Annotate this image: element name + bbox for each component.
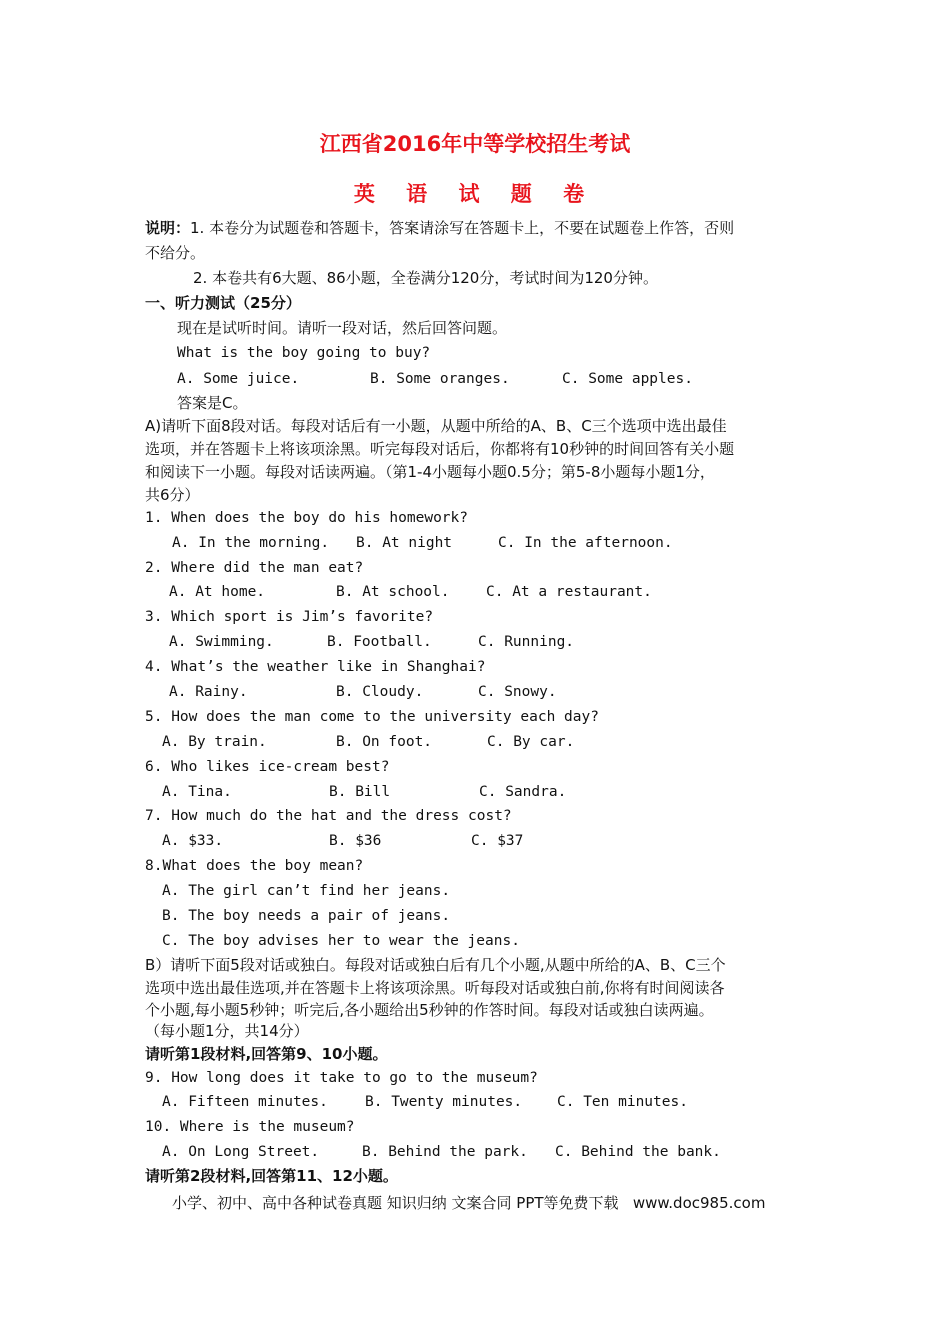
q2-option-b: B. At school. [336, 584, 450, 600]
q10-option-c: C. Behind the bank. [555, 1144, 721, 1160]
notes-line-1 [145, 219, 734, 237]
q3-option-b: B. Football. [327, 634, 432, 650]
question-2: 2. Where did the man eat? [145, 560, 364, 576]
sample-option-b: B. Some oranges. [370, 371, 510, 387]
material-2-heading: 请听第2段材料,回答第11、12小题。 [145, 1167, 398, 1185]
notes-line-2: 2. 本卷共有6大题、86小题，全卷满分120分，考试时间为120分钟。 [193, 269, 658, 287]
q4-option-a: A. Rainy. [169, 684, 248, 700]
question-9: 9. How long does it take to go to the museum? [145, 1070, 538, 1086]
q3-option-c: C. Running. [478, 634, 575, 650]
partB-instruction-2: 选项中选出最佳选项,并在答题卡上将该项涂黑。听每段对话或独白前,你将有时间阅读各 [145, 979, 725, 997]
sample-question: What is the boy going to buy? [177, 345, 431, 361]
question-4: 4. What’s the weather like in Shanghai? [145, 659, 486, 675]
sample-option-a: A. Some juice. [177, 371, 300, 387]
q3-option-a: A. Swimming. [169, 634, 274, 650]
notes-line-1b: 不给分。 [145, 244, 206, 262]
page-footer: 小学、初中、高中各种试卷真题 知识归纳 文案合同 PPT等免费下载 www.doc985.com [172, 1194, 766, 1212]
partB-instruction-4: （每小题1分，共14分） [145, 1022, 309, 1040]
partA-instruction-4: 共6分） [145, 486, 200, 504]
sample-answer: 答案是C。 [177, 394, 248, 412]
question-3: 3. Which sport is Jim’s favorite? [145, 609, 434, 625]
sample-intro: 现在是试听时间。请听一段对话，然后回答问题。 [177, 319, 508, 337]
partA-instruction-1: A)请听下面8段对话。每段对话后有一小题，从题中所给的A、B、C三个选项中选出最佳 [145, 417, 727, 435]
question-10: 10. Where is the museum? [145, 1119, 355, 1135]
q10-option-b: B. Behind the park. [362, 1144, 528, 1160]
q5-option-c: C. By car. [487, 734, 575, 750]
q1-option-b: B. At night [356, 535, 453, 551]
exam-title: 江西省2016年中等学校招生考试 [319, 132, 631, 156]
notes-label: 说明： [145, 219, 191, 237]
partA-instruction-2: 选项，并在答题卡上将该项涂黑。听完每段对话后，你都将有10秒钟的时间回答有关小题 [145, 440, 735, 458]
q1-option-c: C. In the afternoon. [498, 535, 673, 551]
q8-option-c: C. The boy advises her to wear the jeans. [162, 933, 520, 949]
q9-option-c: C. Ten minutes. [557, 1094, 688, 1110]
partB-instruction-1: B）请听下面5段对话或独白。每段对话或独白后有几个小题,从题中所给的A、B、C三个 [145, 956, 726, 974]
q10-option-a: A. On Long Street. [162, 1144, 320, 1160]
q5-option-b: B. On foot. [336, 734, 433, 750]
q9-option-b: B. Twenty minutes. [365, 1094, 523, 1110]
q4-option-b: B. Cloudy. [336, 684, 424, 700]
section-heading: 一、听力测试（25分） [145, 294, 301, 312]
material-1-heading: 请听第1段材料,回答第9、10小题。 [145, 1045, 388, 1063]
q2-option-a: A. At home. [169, 584, 266, 600]
q6-option-c: C. Sandra. [479, 784, 567, 800]
q2-option-c: C. At a restaurant. [486, 584, 652, 600]
q8-option-a: A. The girl can’t find her jeans. [162, 883, 451, 899]
q4-option-c: C. Snowy. [478, 684, 557, 700]
partA-instruction-3: 和阅读下一小题。每段对话读两遍。（第1-4小题每小题0.5分；第5-8小题每小题1分， [145, 463, 715, 481]
q7-option-a: A. $33. [162, 833, 224, 849]
notes-text-1a: 1. 本卷分为试题卷和答题卡，答案请涂写在答题卡上，不要在试题卷上作答，否则 [190, 219, 735, 237]
q1-option-a: A. In the morning. [172, 535, 330, 551]
question-1: 1. When does the boy do his homework? [145, 510, 469, 526]
question-6: 6. Who likes ice-cream best? [145, 759, 390, 775]
q6-option-a: A. Tina. [162, 784, 232, 800]
q6-option-b: B. Bill [329, 784, 391, 800]
q7-option-c: C. $37 [471, 833, 524, 849]
q8-option-b: B. The boy needs a pair of jeans. [162, 908, 451, 924]
question-5: 5. How does the man come to the university each day? [145, 709, 599, 725]
sample-option-c: C. Some apples. [562, 371, 693, 387]
q5-option-a: A. By train. [162, 734, 267, 750]
q7-option-b: B. $36 [329, 833, 382, 849]
q9-option-a: A. Fifteen minutes. [162, 1094, 328, 1110]
question-8: 8.What does the boy mean? [145, 858, 364, 874]
partB-instruction-3: 个小题,每小题5秒钟；听完后,各小题给出5秒钟的作答时间。每段对话或独白读两遍。 [145, 1001, 714, 1019]
question-7: 7. How much do the hat and the dress cost? [145, 808, 512, 824]
exam-subtitle: 英 语 试 题 卷 [353, 182, 597, 206]
